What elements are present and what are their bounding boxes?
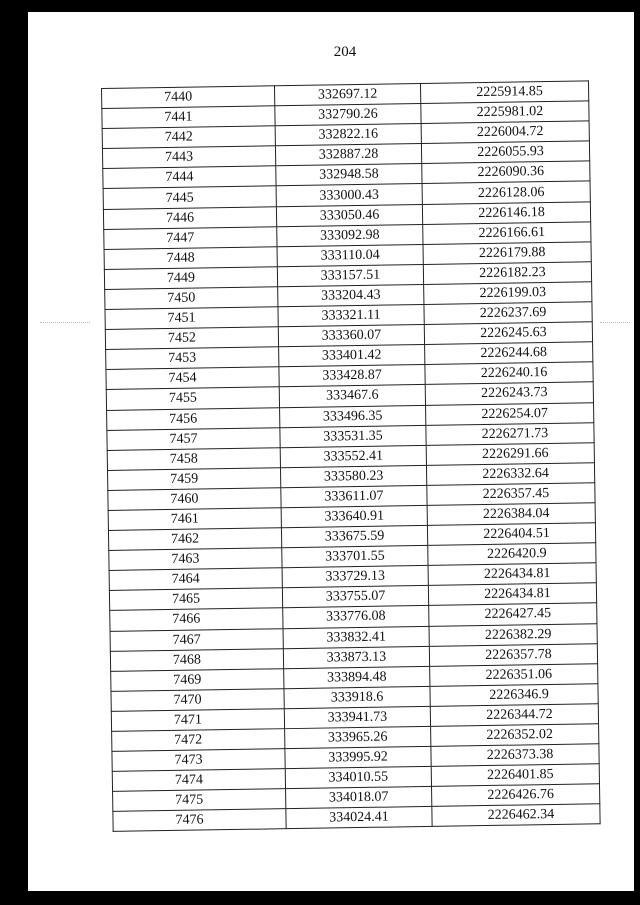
northing-cell: 2225981.02: [421, 101, 589, 124]
northing-cell: 2226352.02: [431, 724, 599, 747]
scan-noise-right: [600, 322, 630, 324]
northing-cell: 2226237.69: [424, 302, 592, 325]
easting-cell: 333496.35: [280, 405, 426, 427]
point-id-cell: 7443: [102, 146, 275, 169]
coordinate-table-container: [101, 80, 597, 832]
northing-cell: 2226179.88: [423, 242, 591, 265]
easting-cell: 333531.35: [280, 425, 426, 447]
easting-cell: 333204.43: [278, 284, 424, 306]
easting-cell: 333755.07: [282, 586, 428, 608]
point-id-cell: 7446: [103, 206, 276, 229]
northing-cell: 2226244.68: [425, 342, 593, 365]
easting-cell: 333092.98: [277, 224, 423, 246]
scan-border-top: [0, 0, 640, 12]
northing-cell: 2226291.66: [426, 442, 594, 465]
easting-cell: 334024.41: [286, 807, 432, 829]
easting-cell: 333000.43: [276, 184, 422, 206]
northing-cell: 2226090.36: [422, 161, 590, 184]
northing-cell: 2226199.03: [424, 282, 592, 305]
point-id-cell: 7455: [106, 387, 279, 410]
point-id-cell: 7476: [113, 809, 286, 832]
easting-cell: 333428.87: [279, 365, 425, 387]
coordinate-table: [101, 80, 601, 832]
point-id-cell: 7447: [104, 226, 277, 249]
northing-cell: 2226245.63: [424, 322, 592, 345]
northing-cell: 2226434.81: [428, 583, 596, 606]
easting-cell: 332887.28: [275, 144, 421, 166]
page-number: 204: [333, 44, 357, 60]
point-id-cell: 7453: [106, 347, 279, 370]
point-id-cell: 7442: [102, 126, 275, 149]
northing-cell: 2226146.18: [422, 201, 590, 224]
point-id-cell: 7471: [111, 709, 284, 732]
northing-cell: 2226254.07: [426, 402, 594, 425]
northing-cell: 2226426.76: [432, 784, 600, 807]
easting-cell: 333611.07: [281, 485, 427, 507]
point-id-cell: 7450: [105, 287, 278, 310]
point-id-cell: 7464: [109, 568, 282, 591]
easting-cell: 333701.55: [282, 546, 428, 568]
easting-cell: 333965.26: [285, 726, 431, 748]
easting-cell: 333580.23: [280, 465, 426, 487]
northing-cell: 2226346.9: [430, 684, 598, 707]
point-id-cell: 7470: [111, 689, 284, 712]
coordinate-table-body: [102, 81, 601, 832]
northing-cell: 2226351.06: [430, 663, 598, 686]
point-id-cell: 7473: [112, 749, 285, 772]
northing-cell: 2226055.93: [421, 141, 589, 164]
northing-cell: 2226462.34: [432, 804, 600, 827]
point-id-cell: 7451: [105, 307, 278, 330]
easting-cell: 333640.91: [281, 505, 427, 527]
easting-cell: 333894.48: [284, 666, 430, 688]
easting-cell: 333552.41: [280, 445, 426, 467]
easting-cell: 333729.13: [282, 566, 428, 588]
scan-noise-left: [40, 322, 90, 324]
northing-cell: 2226427.45: [429, 603, 597, 626]
point-id-cell: 7465: [109, 588, 282, 611]
northing-cell: 2226404.51: [427, 523, 595, 546]
northing-cell: 2226357.45: [427, 483, 595, 506]
easting-cell: 333321.11: [278, 304, 424, 326]
easting-cell: 332790.26: [275, 104, 421, 126]
easting-cell: 332697.12: [274, 83, 420, 105]
easting-cell: 333675.59: [281, 525, 427, 547]
northing-cell: 2226401.85: [431, 764, 599, 787]
point-id-cell: 7475: [113, 789, 286, 812]
northing-cell: 2226434.81: [428, 563, 596, 586]
point-id-cell: 7458: [107, 447, 280, 470]
scan-border-bottom: [0, 891, 640, 905]
scan-border-right: [634, 0, 640, 905]
easting-cell: 333401.42: [279, 345, 425, 367]
point-id-cell: 7440: [102, 86, 275, 109]
easting-cell: 333467.6: [279, 385, 425, 407]
scan-border-left: [0, 0, 28, 905]
point-id-cell: 7474: [112, 769, 285, 792]
point-id-cell: 7466: [110, 608, 283, 631]
point-id-cell: 7448: [104, 247, 277, 270]
easting-cell: 333995.92: [285, 746, 431, 768]
easting-cell: 334018.07: [286, 787, 432, 809]
easting-cell: 332822.16: [275, 124, 421, 146]
northing-cell: 2226382.29: [429, 623, 597, 646]
northing-cell: 2226004.72: [421, 121, 589, 144]
easting-cell: 332948.58: [276, 164, 422, 186]
northing-cell: 2226373.38: [431, 744, 599, 767]
northing-cell: 2226243.73: [425, 382, 593, 405]
point-id-cell: 7461: [108, 508, 281, 531]
easting-cell: 333776.08: [283, 606, 429, 628]
point-id-cell: 7444: [103, 166, 276, 189]
point-id-cell: 7449: [104, 267, 277, 290]
easting-cell: 333110.04: [277, 244, 423, 266]
easting-cell: 333157.51: [277, 264, 423, 286]
easting-cell: 333941.73: [284, 706, 430, 728]
easting-cell: 333360.07: [278, 325, 424, 347]
point-id-cell: 7463: [109, 548, 282, 571]
point-id-cell: 7445: [103, 186, 276, 209]
point-id-cell: 7472: [112, 729, 285, 752]
point-id-cell: 7457: [107, 427, 280, 450]
northing-cell: 2226240.16: [425, 362, 593, 385]
point-id-cell: 7460: [108, 488, 281, 511]
point-id-cell: 7456: [107, 407, 280, 430]
northing-cell: 2226357.78: [429, 643, 597, 666]
northing-cell: 2226384.04: [427, 503, 595, 526]
point-id-cell: 7468: [110, 648, 283, 671]
northing-cell: 2226271.73: [426, 422, 594, 445]
easting-cell: 333832.41: [283, 626, 429, 648]
point-id-cell: 7454: [106, 367, 279, 390]
easting-cell: 333050.46: [276, 204, 422, 226]
northing-cell: 2226344.72: [430, 704, 598, 727]
northing-cell: 2226166.61: [423, 221, 591, 244]
point-id-cell: 7467: [110, 628, 283, 651]
northing-cell: 2226420.9: [428, 543, 596, 566]
point-id-cell: 7441: [102, 106, 275, 129]
point-id-cell: 7459: [108, 468, 281, 491]
northing-cell: 2226182.23: [423, 262, 591, 285]
easting-cell: 333873.13: [283, 646, 429, 668]
northing-cell: 2226128.06: [422, 181, 590, 204]
point-id-cell: 7469: [111, 668, 284, 691]
easting-cell: 334010.55: [285, 767, 431, 789]
northing-cell: 2226332.64: [426, 463, 594, 486]
easting-cell: 333918.6: [284, 686, 430, 708]
northing-cell: 2225914.85: [420, 81, 588, 104]
point-id-cell: 7462: [108, 528, 281, 551]
point-id-cell: 7452: [105, 327, 278, 350]
